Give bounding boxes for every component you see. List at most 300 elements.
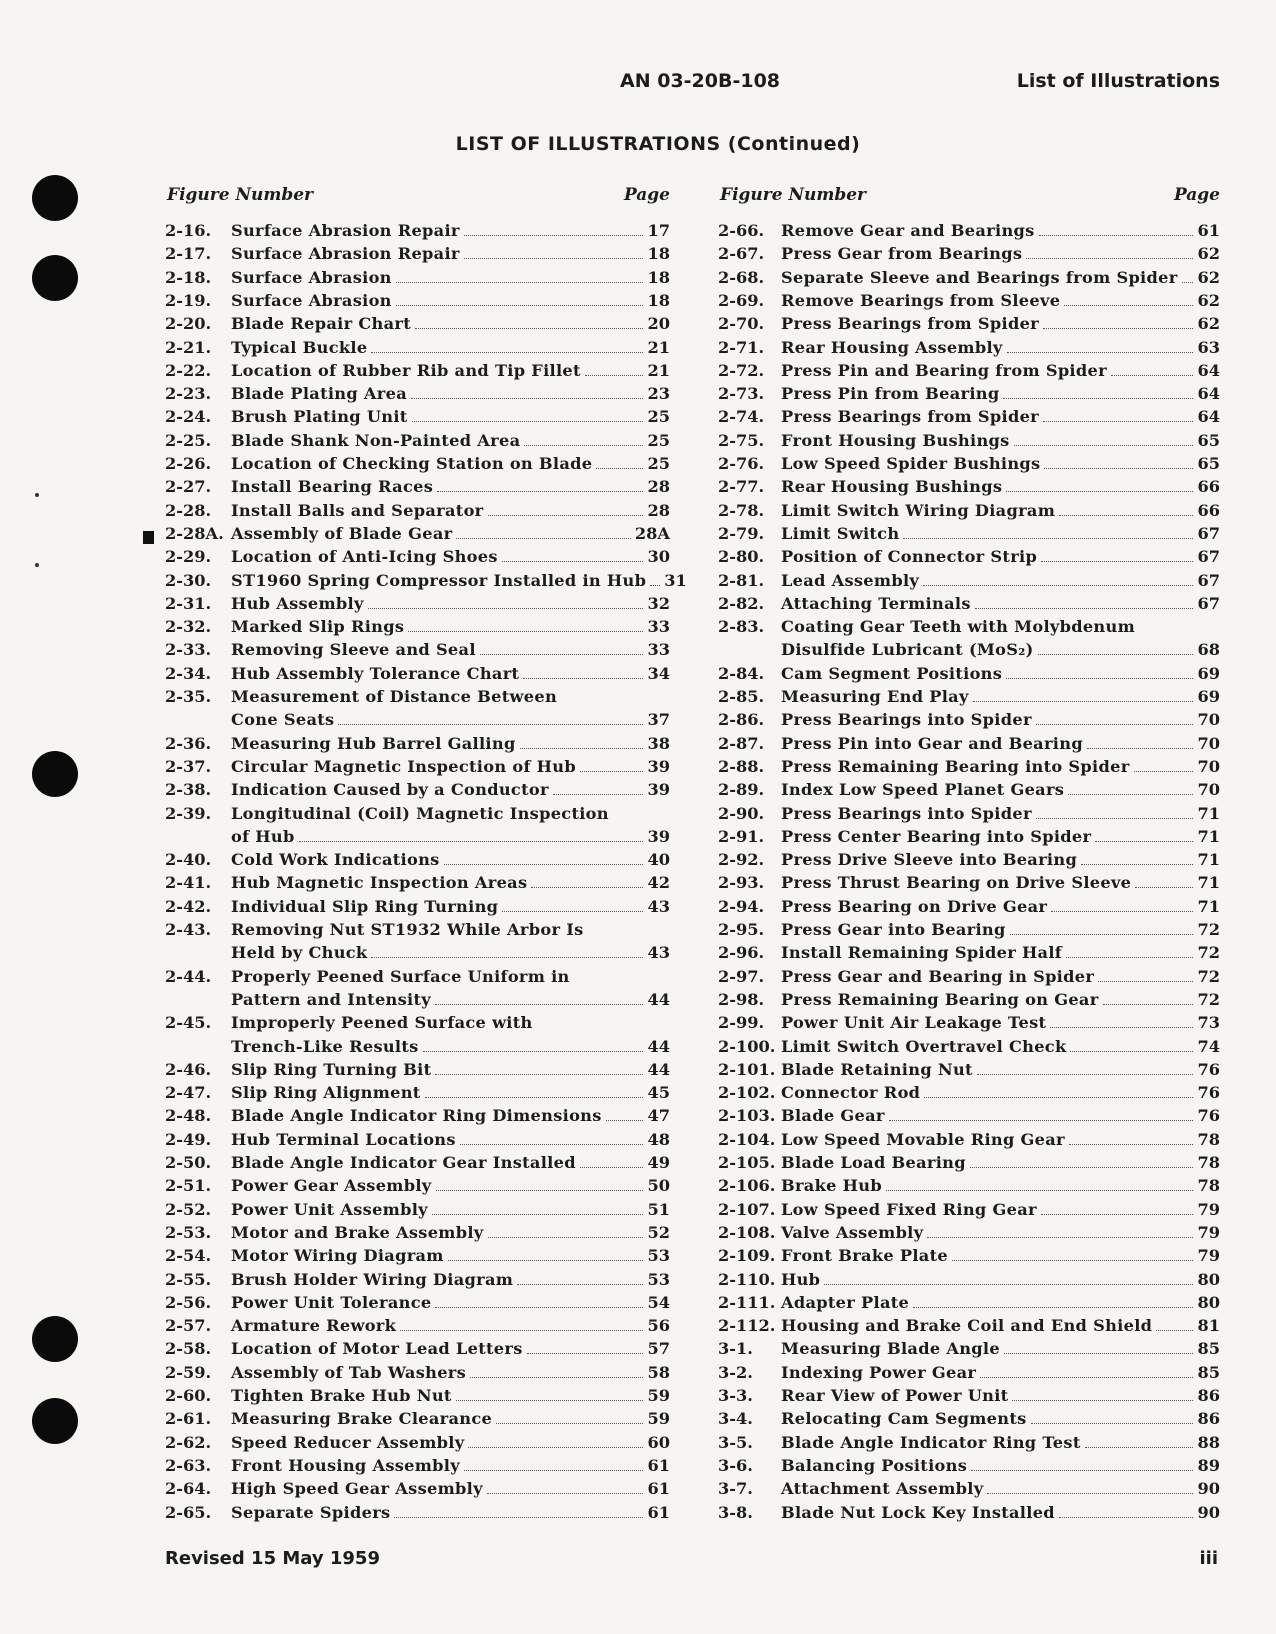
right-column (718, 183, 1220, 1522)
figure-title: Attachment Assembly (781, 1479, 984, 1499)
figure-page: 28 (647, 477, 670, 497)
figure-title: Power Gear Assembly (231, 1176, 432, 1196)
dot-leader (1038, 654, 1194, 655)
figure-page: 79 (1197, 1222, 1220, 1242)
figure-title: Separate Spiders (231, 1502, 391, 1522)
figure-title: Attaching Terminals (781, 593, 971, 613)
figure-page: 61 (1197, 221, 1220, 240)
figure-entry (165, 638, 670, 661)
figure-page: 20 (647, 314, 670, 334)
figure-entry (165, 1011, 670, 1034)
figure-number: 2-33. (165, 640, 212, 660)
dot-leader (987, 1493, 1193, 1494)
figure-number: 2-48. (165, 1106, 212, 1126)
figure-entry (165, 1268, 670, 1291)
dot-leader (1095, 841, 1193, 842)
figure-number: 2-101. (718, 1059, 776, 1079)
figure-page: 45 (647, 1083, 670, 1103)
figure-entry (718, 1384, 1220, 1407)
figure-number: 2-40. (165, 850, 212, 870)
figure-number: 2-39. (165, 803, 212, 823)
figure-entry-continued (165, 708, 670, 731)
figure-number: 2-18. (165, 267, 212, 287)
dot-leader (1085, 1447, 1194, 1448)
dot-leader (1004, 1353, 1194, 1354)
figure-page: 70 (1197, 710, 1220, 730)
figure-page: 71 (1197, 896, 1220, 916)
figure-page: 68 (1197, 640, 1220, 660)
figure-title: Balancing Positions (781, 1455, 968, 1475)
dot-leader (437, 491, 643, 492)
figure-entry (718, 778, 1220, 801)
figure-number: 2-36. (165, 733, 212, 753)
figure-title: Press Gear from Bearings (781, 244, 1023, 264)
figure-page: 81 (1197, 1316, 1220, 1336)
figure-page: 42 (647, 873, 670, 893)
figure-title: Blade Repair Chart (231, 314, 411, 334)
figure-page: 86 (1197, 1386, 1220, 1405)
dot-leader (606, 1120, 644, 1121)
figure-title: Removing Nut ST1932 While Arbor Is (231, 920, 584, 939)
figure-title: Hub Terminal Locations (231, 1129, 456, 1149)
figure-number: 2-25. (165, 430, 212, 450)
figure-page: 56 (647, 1316, 670, 1336)
figure-number: 2-64. (165, 1479, 212, 1499)
figure-number: 2-82. (718, 593, 765, 613)
dot-leader (1068, 794, 1193, 795)
dot-leader (470, 1377, 643, 1378)
figure-page: 47 (647, 1106, 670, 1126)
figure-page: 54 (647, 1292, 670, 1312)
figure-title: Rear Housing Bushings (781, 477, 1003, 497)
figure-number: 2-107. (718, 1199, 776, 1219)
figure-title: Press Bearings from Spider (781, 407, 1040, 427)
dot-leader (1134, 771, 1194, 772)
figure-number: 2-55. (165, 1269, 212, 1289)
figure-number: 2-71. (718, 337, 765, 357)
figure-number: 2-24. (165, 407, 212, 427)
figure-number: 2-88. (718, 756, 765, 776)
figure-number: 2-72. (718, 360, 765, 380)
figure-entry (165, 1151, 670, 1174)
figure-number: 2-70. (718, 314, 765, 334)
dot-leader (596, 468, 643, 469)
dot-leader (1059, 1517, 1194, 1518)
figure-number-label: Figure Number (720, 185, 867, 205)
speck (35, 493, 39, 497)
figure-title: Relocating Cam Segments (781, 1409, 1027, 1429)
figure-number: 2-79. (718, 523, 765, 543)
figure-number: 2-28. (165, 500, 212, 520)
dot-leader (1064, 305, 1193, 306)
figure-page: 25 (647, 430, 670, 450)
dot-leader (338, 724, 643, 725)
dot-leader (927, 1237, 1193, 1238)
figure-number: 2-81. (718, 570, 765, 590)
page-label: Page (1173, 185, 1220, 205)
figure-title: Install Remaining Spider Half (781, 943, 1063, 963)
figure-page: 17 (647, 221, 670, 240)
figure-title: Power Unit Tolerance (231, 1292, 432, 1312)
dot-leader (973, 701, 1194, 702)
figure-page: 61 (647, 1455, 670, 1475)
figure-title: Location of Checking Station on Blade (231, 454, 593, 473)
dot-leader (977, 1074, 1194, 1075)
figure-number: 2-67. (718, 244, 765, 264)
figure-title: Rear View of Power Unit (781, 1386, 1009, 1405)
figure-entry (718, 382, 1220, 405)
dot-leader (435, 1074, 643, 1075)
revision-marker (143, 531, 154, 544)
figure-page: 65 (1197, 454, 1220, 473)
figure-number: 3-4. (718, 1409, 753, 1429)
dot-leader (1043, 328, 1193, 329)
binder-hole-3 (32, 751, 78, 797)
figure-page: 44 (647, 1059, 670, 1079)
figure-title: Pattern and Intensity (231, 989, 431, 1009)
figure-title: Low Speed Fixed Ring Gear (781, 1199, 1037, 1219)
figure-entry (165, 266, 670, 289)
figure-title: Front Brake Plate (781, 1246, 948, 1266)
binder-hole-5 (32, 1398, 78, 1444)
figure-entry (165, 1431, 670, 1454)
binder-hole-2 (32, 255, 78, 301)
dot-leader (464, 258, 644, 259)
figure-page: 76 (1197, 1083, 1220, 1103)
doc-number: AN 03-20B-108 (620, 70, 781, 92)
figure-title: Blade Angle Indicator Ring Test (781, 1432, 1081, 1452)
figure-entry (718, 918, 1220, 941)
dot-leader (531, 887, 643, 888)
figure-title: Press Gear into Bearing (781, 920, 1006, 939)
figure-page: 62 (1197, 314, 1220, 334)
figure-title: Measuring Hub Barrel Galling (231, 733, 516, 753)
figure-page: 53 (647, 1246, 670, 1266)
figure-entry (165, 965, 670, 988)
figure-title: Trench-Like Results (231, 1036, 419, 1056)
figure-page: 70 (1197, 756, 1220, 776)
dot-leader (502, 561, 644, 562)
figure-page: 64 (1197, 407, 1220, 427)
figure-page: 90 (1197, 1502, 1220, 1522)
dot-leader (1003, 398, 1193, 399)
figure-number: 2-16. (165, 221, 212, 240)
figure-title: Properly Peened Surface Uniform in (231, 966, 570, 986)
figure-title: Install Bearing Races (231, 477, 434, 497)
figure-number: 2-54. (165, 1246, 212, 1266)
figure-number: 2-94. (718, 896, 765, 916)
figure-entry (718, 941, 1220, 964)
figure-page: 33 (647, 617, 670, 637)
figure-page: 43 (647, 896, 670, 916)
figure-number: 2-68. (718, 267, 765, 287)
dot-leader (527, 1353, 644, 1354)
revision-date: Revised 15 May 1959 (165, 1548, 380, 1569)
dot-leader (299, 841, 644, 842)
dot-leader (432, 1214, 644, 1215)
figure-page: 18 (647, 267, 670, 287)
figure-title: Motor and Brake Assembly (231, 1222, 484, 1242)
figure-title: High Speed Gear Assembly (231, 1479, 483, 1499)
figure-number: 2-20. (165, 314, 212, 334)
figure-page: 89 (1197, 1455, 1220, 1475)
figure-entry (165, 429, 670, 452)
figure-entry (718, 1501, 1220, 1524)
dot-leader (980, 1377, 1193, 1378)
figure-entry (165, 545, 670, 568)
figure-number: 3-1. (718, 1339, 753, 1359)
figure-entry (165, 312, 670, 335)
figure-title: Install Balls and Separator (231, 500, 484, 520)
dot-leader (1087, 748, 1194, 749)
figure-entry (165, 359, 670, 382)
figure-number: 2-49. (165, 1129, 212, 1149)
figure-entry (165, 1407, 670, 1430)
figure-title: Indication Caused by a Conductor (231, 780, 549, 800)
figure-entry (718, 1128, 1220, 1151)
figure-page: 61 (647, 1502, 670, 1522)
figure-entry (718, 1268, 1220, 1291)
figure-number: 2-37. (165, 756, 212, 776)
figure-number: 2-85. (718, 687, 765, 706)
dot-leader (396, 305, 644, 306)
figure-page: 76 (1197, 1106, 1220, 1126)
figure-page: 64 (1197, 360, 1220, 380)
figure-page: 67 (1197, 523, 1220, 543)
dot-leader (970, 1167, 1194, 1168)
figure-number: 2-62. (165, 1432, 212, 1452)
figure-number-label: Figure Number (167, 185, 314, 205)
figure-page: 76 (1197, 1059, 1220, 1079)
dot-leader (1036, 724, 1194, 725)
figure-title: Typical Buckle (231, 337, 368, 357)
figure-title: Press Remaining Bearing on Gear (781, 989, 1099, 1009)
figure-number: 2-50. (165, 1153, 212, 1172)
dot-leader (448, 1260, 644, 1261)
figure-title: Index Low Speed Planet Gears (781, 780, 1065, 800)
figure-title: Rear Housing Assembly (781, 337, 1003, 357)
figure-entry (718, 1081, 1220, 1104)
binder-hole-1 (32, 175, 78, 221)
figure-title: Surface Abrasion (231, 290, 392, 310)
figure-page: 72 (1197, 966, 1220, 986)
figure-page: 80 (1197, 1292, 1220, 1312)
dot-leader (924, 1097, 1193, 1098)
figure-number: 2-78. (718, 500, 765, 520)
figure-entry (718, 965, 1220, 988)
figure-title: Limit Switch (781, 523, 900, 543)
figure-title: Surface Abrasion Repair (231, 221, 460, 240)
figure-entry (718, 1244, 1220, 1267)
figure-number: 2-111. (718, 1292, 776, 1312)
figure-number: 2-95. (718, 920, 765, 939)
figure-entry (165, 1198, 670, 1221)
figure-page: 51 (647, 1199, 670, 1219)
figure-title: Measuring End Play (781, 687, 969, 706)
figure-entry (718, 1151, 1220, 1174)
figure-number: 2-96. (718, 943, 765, 963)
figure-entry (718, 452, 1220, 475)
figure-title: of Hub (231, 826, 295, 846)
dot-leader (1066, 957, 1193, 958)
figure-title: Housing and Brake Coil and End Shield (781, 1316, 1153, 1336)
figure-entry (165, 848, 670, 871)
dot-leader (435, 1307, 643, 1308)
dot-leader (886, 1190, 1194, 1191)
figure-entry (718, 569, 1220, 592)
figure-title: Press Drive Sleeve into Bearing (781, 850, 1078, 870)
figure-title: Brush Plating Unit (231, 407, 408, 427)
figure-entry (718, 1104, 1220, 1127)
figure-title: Removing Sleeve and Seal (231, 640, 476, 660)
figure-entry (718, 662, 1220, 685)
dot-leader (1182, 282, 1194, 283)
figure-page: 44 (647, 989, 670, 1009)
figure-entry (718, 1361, 1220, 1384)
figure-title: Power Unit Assembly (231, 1199, 428, 1219)
dot-leader (368, 608, 644, 609)
figure-number: 2-106. (718, 1176, 776, 1196)
figure-title: Blade Retaining Nut (781, 1059, 973, 1079)
dot-leader (412, 421, 644, 422)
figure-page: 64 (1197, 384, 1220, 404)
figure-number: 2-61. (165, 1409, 212, 1429)
figure-page: 61 (647, 1479, 670, 1499)
figure-page: 59 (647, 1386, 670, 1405)
figure-entry (165, 662, 670, 685)
left-column-header (165, 183, 670, 217)
right-column-header (718, 183, 1220, 217)
figure-page: 72 (1197, 920, 1220, 939)
figure-entry (718, 242, 1220, 265)
figure-page: 38 (647, 733, 670, 753)
dot-leader (1041, 561, 1193, 562)
dot-leader (496, 1423, 643, 1424)
figure-page: 78 (1197, 1153, 1220, 1172)
figure-entry (165, 569, 687, 592)
figure-title: Measuring Blade Angle (781, 1339, 1000, 1359)
dot-leader (650, 585, 660, 586)
dot-leader (1059, 515, 1193, 516)
dot-leader (487, 1493, 644, 1494)
figure-entry (718, 266, 1220, 289)
dot-leader (1010, 934, 1194, 935)
figure-title: Remove Gear and Bearings (781, 221, 1035, 240)
figure-entry (165, 1221, 670, 1244)
figure-page: 71 (1197, 803, 1220, 823)
figure-page: 63 (1197, 337, 1220, 357)
figure-title: Press Pin and Bearing from Spider (781, 360, 1107, 380)
figure-page: 62 (1197, 267, 1220, 287)
figure-entry (165, 475, 670, 498)
figure-title: Marked Slip Rings (231, 617, 405, 637)
figure-title: Press Pin into Gear and Bearing (781, 733, 1083, 753)
figure-entry (718, 1011, 1220, 1034)
figure-entry (718, 1407, 1220, 1430)
dot-leader (523, 678, 643, 679)
figure-page: 66 (1197, 477, 1220, 497)
figure-title: Indexing Power Gear (781, 1362, 977, 1382)
figure-page: 52 (647, 1222, 670, 1242)
dot-leader (415, 328, 643, 329)
dot-leader (408, 631, 643, 632)
figure-number: 2-22. (165, 360, 212, 380)
dot-leader (1036, 818, 1194, 819)
figure-number: 2-102. (718, 1083, 776, 1103)
figure-entry (718, 685, 1220, 708)
figure-title: Low Speed Movable Ring Gear (781, 1129, 1065, 1149)
dot-leader (553, 794, 644, 795)
figure-entry (165, 242, 670, 265)
figure-title: Individual Slip Ring Turning (231, 896, 499, 916)
figure-title: Press Bearing on Drive Gear (781, 896, 1048, 916)
figure-number: 2-28A. (165, 523, 224, 543)
figure-page: 62 (1197, 290, 1220, 310)
figure-title: Hub Assembly Tolerance Chart (231, 663, 520, 683)
figure-title: Brush Holder Wiring Diagram (231, 1269, 514, 1289)
figure-entry (718, 871, 1220, 894)
figure-entry (165, 685, 670, 708)
figure-page: 57 (647, 1339, 670, 1359)
dot-leader (1081, 864, 1193, 865)
figure-title: Cold Work Indications (231, 850, 440, 870)
figure-page: 79 (1197, 1199, 1220, 1219)
figure-page: 66 (1197, 500, 1220, 520)
dot-leader (371, 957, 643, 958)
figure-title: Blade Nut Lock Key Installed (781, 1502, 1055, 1522)
figure-number: 2-29. (165, 547, 212, 567)
figure-title: Location of Motor Lead Letters (231, 1339, 523, 1359)
figure-number: 2-41. (165, 873, 212, 893)
figure-entry (718, 615, 1220, 638)
dot-leader (1012, 1400, 1193, 1401)
dot-leader (1044, 468, 1193, 469)
figure-entry (718, 336, 1220, 359)
figure-entry (718, 1058, 1220, 1081)
figure-title: Cone Seats (231, 710, 335, 730)
figure-title: Assembly of Blade Gear (231, 523, 453, 543)
figure-entry (165, 615, 670, 638)
figure-title: Disulfide Lubricant (MoS₂) (781, 640, 1034, 660)
figure-page: 71 (1197, 873, 1220, 893)
dot-leader (436, 1190, 644, 1191)
figure-entry (718, 732, 1220, 755)
figure-number: 2-59. (165, 1362, 212, 1382)
dot-leader (502, 911, 643, 912)
figure-entry (718, 1477, 1220, 1500)
figure-entry (165, 1128, 670, 1151)
dot-leader (456, 538, 630, 539)
figure-entry (718, 988, 1220, 1011)
dot-leader (1070, 1051, 1193, 1052)
figure-page: 85 (1197, 1339, 1220, 1359)
dot-leader (1006, 491, 1193, 492)
figure-entry (718, 1198, 1220, 1221)
figure-page: 85 (1197, 1362, 1220, 1382)
binder-hole-4 (32, 1316, 78, 1362)
figure-entry (718, 848, 1220, 871)
figure-number: 2-75. (718, 430, 765, 450)
figure-number: 2-19. (165, 290, 212, 310)
figure-entry (165, 732, 670, 755)
dot-leader (488, 1237, 644, 1238)
dot-leader (923, 585, 1193, 586)
figure-entry (718, 1454, 1220, 1477)
figure-number: 2-26. (165, 454, 212, 473)
figure-title: Held by Chuck (231, 943, 368, 963)
figure-entry (165, 1314, 670, 1337)
figure-number: 2-31. (165, 593, 212, 613)
